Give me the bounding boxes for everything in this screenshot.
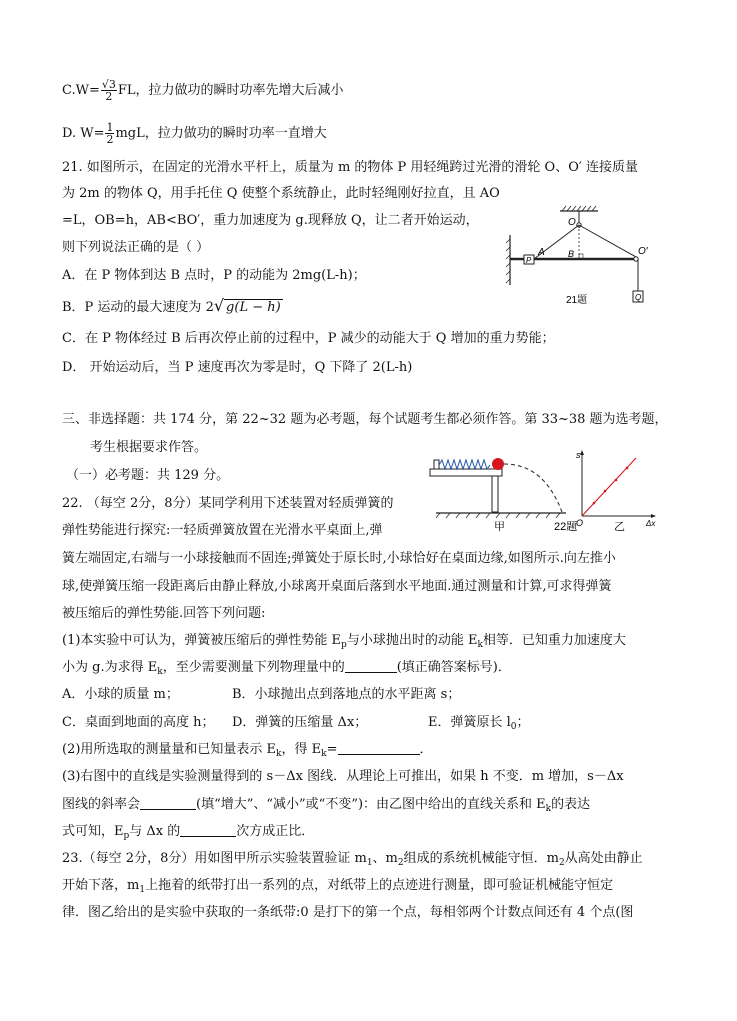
- q23-l2-sub: 1: [139, 885, 146, 895]
- fraction-root3-over-2: [101, 79, 117, 102]
- axis-label-s: s: [576, 450, 581, 460]
- fig21-caption: 21题: [566, 295, 588, 306]
- q22-p5-c: 的表达: [551, 797, 591, 812]
- q22-figure: [426, 448, 666, 534]
- q22-e-a: E．弹簧原长 l: [428, 715, 511, 730]
- q22-p1-b-sub: k: [477, 640, 483, 650]
- fraction-numerator: 1: [106, 121, 114, 134]
- answer-blank-1[interactable]: [345, 659, 397, 673]
- q22-part1-line1: [62, 631, 626, 655]
- axis-label-o: O: [576, 518, 584, 528]
- q20-d-prefix: D. W=: [62, 126, 105, 141]
- q21-line3: =L，OB=h，AB<BO′，重力加速度为 g.现释放 Q，让二者开始运动，: [62, 213, 479, 228]
- q22-p6-c: 次方成正比．: [236, 824, 315, 839]
- q22-part3-line3: [62, 822, 314, 846]
- q22-p6-sub: p: [123, 831, 130, 841]
- section3-line2: 考生根据要求作答。: [90, 440, 208, 455]
- q22-p5-a: 图线的斜率会: [62, 797, 141, 812]
- q21-line2: 为 2m 的物体 Q，用手托住 Q 使整个系统静止，此时轻绳刚好拉直，且 AO: [62, 186, 500, 201]
- q22-p1-b: 与小球抛出时的动能 E: [346, 633, 478, 648]
- q22-line3: 簧左端固定,右端与一小球接触而不固连;弹簧处于原长时,小球恰好在桌面边缘,如图所示.向左推小: [62, 551, 616, 566]
- q21-option-b: [62, 296, 283, 318]
- q22-option-e: [428, 713, 530, 737]
- ceiling-hatch: [562, 206, 596, 211]
- ground-hatch: [436, 513, 560, 518]
- q23-l1-sub1: 1: [366, 858, 373, 868]
- q23-line2: [62, 876, 613, 900]
- q21-line4: 则下列说法正确的是（ ）: [62, 240, 210, 255]
- axis-label-dx: Δx: [646, 519, 656, 528]
- q22-p5-sub: k: [545, 804, 552, 814]
- fig22-caption: 22题: [554, 521, 578, 533]
- label-p: P: [526, 256, 532, 265]
- table-leg: [492, 476, 498, 512]
- q22-e-b: ；: [516, 715, 530, 730]
- table-top: [430, 469, 502, 476]
- x-axis-arrow: [651, 514, 656, 518]
- q22-p5-b: (填“增大”、“减小”或“不变”)：由乙图中给出的直线关系和 E: [196, 797, 546, 812]
- trajectory: [504, 464, 562, 512]
- s-dx-line: [582, 458, 636, 516]
- fraction-numerator: √3: [101, 78, 116, 91]
- q22-option-d: D．弹簧的压缩量 Δx；: [232, 715, 368, 730]
- rope-oo2: [579, 225, 636, 257]
- q22-part2: [62, 740, 433, 764]
- q21-option-d: D． 开始运动后，当 P 速度再次为零是时，Q 下降了 2(L-h): [62, 360, 413, 375]
- q23-l1-c: 组成的系统机械能守恒．m: [403, 851, 559, 866]
- answer-blank-2[interactable]: [338, 741, 420, 755]
- spring: [439, 460, 490, 469]
- q22-p3-d: ．: [419, 742, 433, 757]
- q22-p2-a: 小为 g.为求得 E: [62, 660, 158, 675]
- fraction-half: [105, 122, 114, 145]
- q22-line5: 被压缩后的弹性势能.回答下列问题:: [62, 606, 266, 621]
- q22-p3-b: ，得 E: [281, 742, 322, 757]
- q21-option-a: A．在 P 物体到达 B 点时，P 的动能为 2mg(L-h)；: [62, 268, 366, 283]
- ball: [492, 458, 504, 470]
- q21-line1: 21. 如图所示，在固定的光滑水平杆上，质量为 m 的物体 P 用轻绳跨过光滑的滑轮 O、O′ 连接质量: [62, 160, 638, 175]
- label-o2: O′: [638, 246, 648, 257]
- y-axis-arrow: [580, 450, 584, 455]
- spring-stop: [434, 460, 439, 469]
- q22-e-sub: 0: [510, 722, 517, 732]
- section3-line3: （一）必考题：共 129 分。: [66, 468, 230, 483]
- q22-p1-a-sub: p: [341, 640, 347, 650]
- sqrt-radicand: g(L − h): [226, 300, 281, 315]
- q22-part3-line1: (3)右图中的直线是实验测量得到的 s－Δx 图线．从理论上可推出，如果 h 不变．m 增加，s－Δx: [62, 769, 624, 784]
- q22-p6-a: 式可知，E: [62, 824, 124, 839]
- q21-option-c: C．在 P 物体经过 B 后再次停止前的过程中，P 减少的动能大于 Q 增加的重力势能；: [62, 331, 555, 346]
- q21-b-prefix: B．P 运动的最大速度为 2: [62, 300, 214, 315]
- q20-option-d: [62, 122, 327, 145]
- label-yi: 乙: [614, 521, 625, 533]
- q22-line4: 球,使弹簧压缩一段距离后由静止释放,小球离开桌面后落到水平地面.通过测量和计算,可求得弹簧: [62, 579, 612, 594]
- q22-p3-sub2: k: [321, 749, 327, 759]
- q23-l2-a: 开始下落，m: [62, 878, 140, 893]
- q22-part1-line2: [62, 658, 511, 682]
- q22-p2-c: (填正确答案标号)．: [396, 660, 511, 675]
- q20-c-prefix: C.W=: [62, 83, 100, 98]
- label-o: O: [568, 217, 576, 228]
- q22-option-b: B．小球抛出点到落地点的水平距离 s；: [232, 687, 461, 702]
- q21-figure: [500, 205, 660, 315]
- label-jia: 甲: [494, 521, 505, 533]
- q22-option-c: C．桌面到地面的高度 h；: [62, 715, 215, 730]
- label-b: B: [568, 249, 575, 259]
- q22-p1-c: 相等．已知重力加速度大: [482, 633, 626, 648]
- q22-p2-a-sub: k: [157, 667, 163, 677]
- fraction-denominator: 2: [106, 133, 114, 146]
- q23-l1-a: 23.（每空 2分，8分）用如图甲所示实验装置验证 m: [62, 851, 367, 866]
- q20-option-c: [62, 79, 344, 102]
- q22-p3-a: (2)用所选取的测量量和已知量表示 E: [62, 742, 277, 757]
- q22-p1-a: (1)本实验中可认为，弹簧被压缩后的弹性势能 E: [62, 633, 342, 648]
- q23-l1-d: 从高处由静止: [564, 851, 643, 866]
- answer-blank-3[interactable]: [140, 796, 196, 810]
- q20-d-text: mgL，拉力做功的瞬时功率一直增大: [115, 126, 327, 141]
- q22-option-a: A．小球的质量 m；: [62, 687, 179, 702]
- q22-line1: 22. （每空 2分，8分）某同学利用下述装置对轻质弹簧的: [62, 496, 394, 511]
- q23-l1-sub2: 2: [397, 858, 404, 868]
- q22-p3-sub: k: [276, 749, 282, 759]
- q23-l1-b: 、m: [372, 851, 398, 866]
- label-a: A: [538, 247, 545, 258]
- q23-line3: 律．图乙给出的是实验中获取的一条纸带:0 是打下的第一个点，每相邻两个计数点间还有 4 个点(图: [62, 905, 634, 920]
- q22-p2-b: ，至少需要测量下列物理量中的: [162, 660, 345, 675]
- q20-c-text: FL，拉力做功的瞬时功率先增大后减小: [117, 83, 344, 98]
- q22-line2: 弹性势能进行探究:一轻质弹簧放置在光滑水平桌面上,弹: [62, 523, 383, 538]
- sqrt-sign: √: [213, 296, 225, 315]
- q22-p3-c: =: [326, 742, 338, 757]
- answer-blank-4[interactable]: [180, 823, 236, 837]
- q23-l2-b: 上拖着的纸带打出一系列的点，对纸带上的点迹进行测量，即可验证机械能守恒定: [145, 878, 614, 893]
- fraction-denominator: 2: [105, 90, 113, 103]
- q22-p6-b: 与 Δx 的: [129, 824, 181, 839]
- section3-line1: 三、非选择题：共 174 分，第 22~32 题为必考题，每个试题考生都必须作答。第 33~38 题为选考题，: [62, 412, 668, 427]
- q23-l1-sub3: 2: [558, 858, 565, 868]
- wall-hatch: [506, 239, 510, 283]
- q23-line1: [62, 849, 643, 873]
- label-q: Q: [635, 293, 642, 302]
- q22-part3-line2: [62, 795, 590, 819]
